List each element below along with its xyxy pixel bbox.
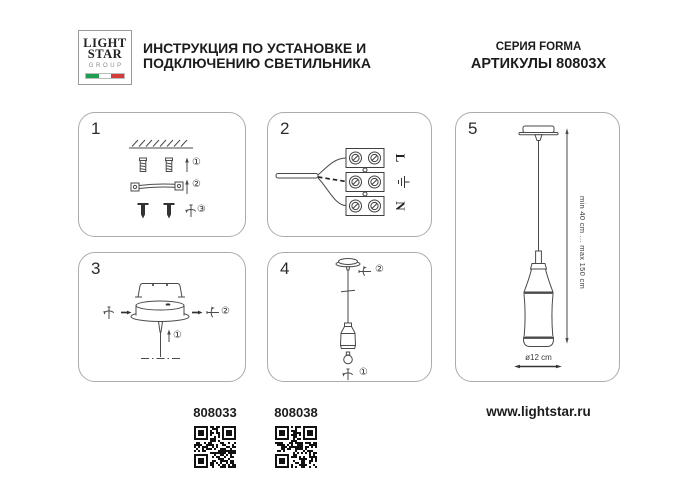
arrow-right-icon	[121, 311, 132, 315]
step-badge: ①	[192, 157, 201, 168]
arrow-up-icon	[185, 158, 189, 173]
canopy	[519, 126, 558, 141]
panel-number: 2	[280, 119, 290, 138]
qr-code	[275, 426, 317, 468]
bulb-icon	[344, 352, 353, 364]
step-badge: ③	[197, 204, 206, 215]
panel-number: 4	[280, 259, 290, 278]
panel-number: 1	[91, 119, 101, 138]
logo-group: GROUP	[88, 63, 124, 69]
qr-code	[194, 426, 236, 468]
header-right	[455, 41, 622, 72]
canopy	[336, 259, 360, 271]
height-range-label: min 40 cm ... max 150 cm	[578, 196, 587, 290]
diameter-dimension-arrow	[514, 365, 562, 369]
panel-step-2	[267, 112, 432, 237]
lamp-shade	[341, 323, 356, 349]
italian-flag-icon	[85, 73, 125, 79]
step-badge: ②	[375, 264, 384, 275]
ceiling-hatch-icon	[129, 140, 193, 148]
step-badge: ①	[173, 330, 182, 341]
screwdriver-icon	[207, 307, 219, 317]
panel-number: 5	[468, 119, 478, 138]
articles-label: АРТИКУЛЫ 80803X	[470, 56, 607, 72]
panel-step-1	[78, 112, 246, 237]
pendant-lamp	[523, 251, 554, 347]
step-badge: ②	[192, 179, 201, 190]
lightstar-logo	[78, 30, 132, 85]
step-badge: ②	[221, 306, 230, 317]
screw-icon	[138, 204, 175, 219]
panel-step-4	[267, 252, 432, 382]
strap-bracket-icon	[135, 284, 185, 298]
series-label: СЕРИЯ FORMA	[495, 41, 582, 53]
terminal-label-live: L	[393, 153, 408, 163]
page-title	[143, 41, 371, 71]
cable	[276, 174, 318, 179]
diameter-label: ø12 cm	[525, 353, 552, 362]
variant-808038	[267, 405, 325, 468]
terminal-block	[346, 149, 384, 216]
panel-step-3	[78, 252, 246, 382]
height-dimension-arrow	[565, 128, 568, 344]
screwdriver-icon	[103, 307, 113, 319]
mounting-parts-diagram	[79, 113, 247, 238]
arrow-up-icon	[185, 180, 189, 195]
website-label: www.lightstar.ru	[486, 404, 591, 419]
wall-plug-icon	[140, 158, 173, 172]
arrow-up-icon	[167, 330, 171, 343]
wiring-diagram	[268, 113, 433, 238]
earth-icon	[399, 176, 410, 188]
canopy-mounting-diagram	[79, 253, 247, 383]
cable	[159, 322, 163, 358]
article-number: 808033	[193, 405, 237, 420]
logo-light: LIGHT	[83, 36, 127, 50]
screwdriver-icon	[342, 369, 352, 380]
panel-number: 3	[91, 259, 101, 278]
variant-808033	[186, 405, 244, 468]
pendant-dimensions-diagram	[456, 113, 621, 383]
screwdriver-icon	[185, 205, 195, 217]
mounting-bracket-icon	[131, 182, 183, 191]
title-line2: ПОДКЛЮЧЕНИЮ СВЕТИЛЬНИКА	[143, 55, 371, 71]
shade-assembly-diagram	[268, 253, 433, 383]
terminal-label-neutral: N	[393, 201, 408, 211]
step-badge: ①	[359, 367, 368, 378]
screwdriver-icon	[359, 266, 371, 275]
canopy	[131, 301, 189, 322]
logo-star: STAR	[87, 46, 123, 61]
title-line1: ИНСТРУКЦИЯ ПО УСТАНОВКЕ И	[143, 40, 367, 56]
panel-step-5	[455, 112, 620, 382]
wires	[318, 158, 346, 206]
arrow-right-icon	[192, 311, 203, 315]
article-number: 808038	[274, 405, 318, 420]
